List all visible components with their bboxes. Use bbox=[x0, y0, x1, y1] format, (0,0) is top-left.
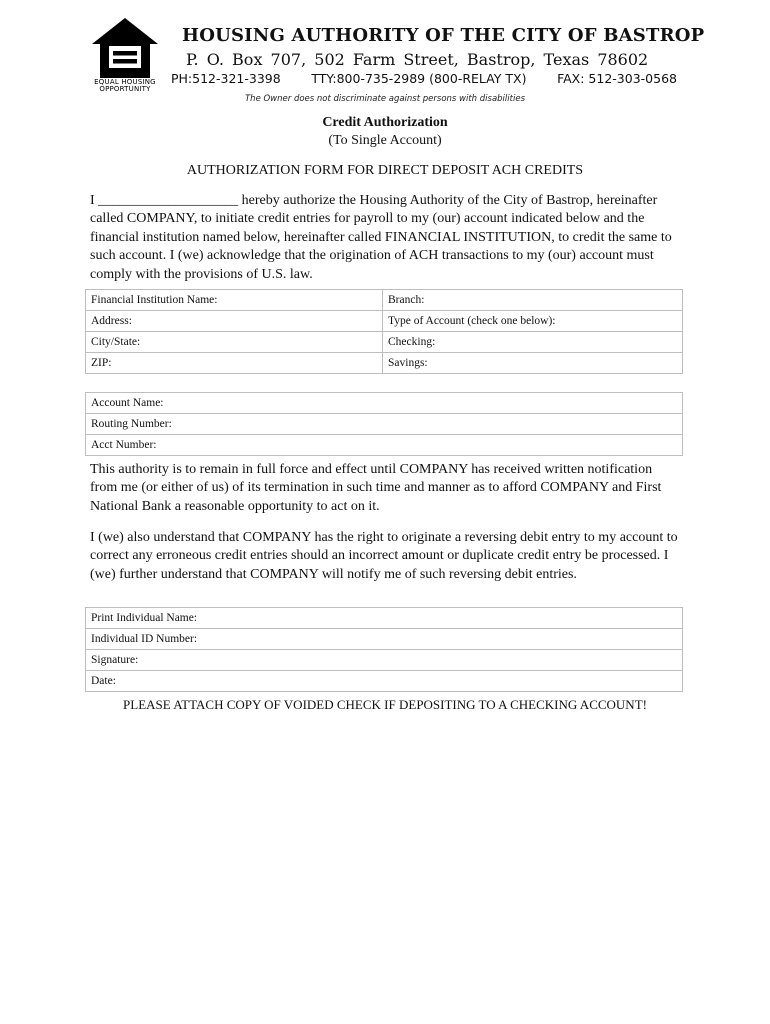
form-heading: AUTHORIZATION FORM FOR DIRECT DEPOSIT ACH CREDITS bbox=[186, 163, 584, 178]
individual-id-field[interactable]: Individual ID Number: bbox=[86, 629, 683, 650]
table-row bbox=[86, 435, 683, 456]
equal-housing-house-icon bbox=[90, 16, 160, 80]
table-row bbox=[86, 608, 683, 629]
table-row bbox=[86, 332, 683, 353]
logo-caption: EQUAL HOUSING OPPORTUNITY bbox=[94, 78, 156, 93]
bank-info-table bbox=[85, 289, 683, 374]
table-row bbox=[86, 414, 683, 435]
reversing-debit-paragraph: I (we) also understand that COMPANY has the right to originate a reversing debit entry to my account to correct any erroneous credit entries should an incorrect amount or duplicate credit entry be processed. I (we) further understand that COMPANY will notify me of such reversing debit entries. bbox=[90, 530, 678, 582]
table-row bbox=[86, 393, 683, 414]
account-name-field[interactable]: Account Name: bbox=[86, 393, 683, 414]
branch-field[interactable]: Branch: bbox=[383, 290, 683, 311]
table-row bbox=[86, 671, 683, 692]
zip-field[interactable]: ZIP: bbox=[86, 353, 383, 374]
date-field[interactable]: Date: bbox=[86, 671, 683, 692]
address-field[interactable]: Address: bbox=[86, 311, 383, 332]
signature-table bbox=[85, 607, 683, 692]
city-state-field[interactable]: City/State: bbox=[86, 332, 383, 353]
routing-number-field[interactable]: Routing Number: bbox=[86, 414, 683, 435]
table-row bbox=[86, 353, 683, 374]
nondiscrimination-statement: The Owner does not discriminate against persons with disabilities bbox=[244, 94, 525, 104]
document-subtitle: (To Single Account) bbox=[328, 133, 442, 148]
checking-field[interactable]: Checking: bbox=[383, 332, 683, 353]
print-name-field[interactable]: Print Individual Name: bbox=[86, 608, 683, 629]
account-info-table bbox=[85, 392, 683, 456]
document-title: Credit Authorization bbox=[322, 115, 448, 130]
phone-number: PH:512-321-3398 bbox=[171, 71, 281, 86]
fax-number: FAX: 512-303-0568 bbox=[557, 71, 677, 86]
savings-field[interactable]: Savings: bbox=[383, 353, 683, 374]
account-number-field[interactable]: Acct Number: bbox=[86, 435, 683, 456]
contact-line bbox=[171, 71, 677, 86]
signature-field[interactable]: Signature: bbox=[86, 650, 683, 671]
authorization-paragraph: I ____________________ hereby authorize the Housing Authority of the City of Bastrop, hereinafter called COMPANY, to initiate credit entries for payroll to my (our) account indicated below and the financial institution named below, hereinafter called FINANCIAL INSTITUTION, to credit the same to such account. I (we) acknowledge that the origination of ACH transactions to my (our) account must comply with the provisions of U.S. law. bbox=[90, 193, 672, 282]
account-type-label: Type of Account (check one below): bbox=[383, 311, 683, 332]
table-row bbox=[86, 290, 683, 311]
organization-name: HOUSING AUTHORITY OF THE CITY OF BASTROP bbox=[182, 25, 705, 46]
table-row bbox=[86, 311, 683, 332]
financial-institution-field[interactable]: Financial Institution Name: bbox=[86, 290, 383, 311]
table-row bbox=[86, 650, 683, 671]
table-row bbox=[86, 629, 683, 650]
voided-check-notice: PLEASE ATTACH COPY OF VOIDED CHECK IF DEPOSITING TO A CHECKING ACCOUNT! bbox=[123, 697, 647, 712]
full-force-paragraph: This authority is to remain in full force and effect until COMPANY has received written notification from me (or either of us) of its termination in such time and manner as to afford COMPANY and First National Bank a reasonable opportunity to act on it. bbox=[90, 462, 662, 514]
tty-number: TTY:800-735-2989 (800-RELAY TX) bbox=[311, 71, 527, 86]
organization-address: P. O. Box 707, 502 Farm Street, Bastrop, Texas 78602 bbox=[186, 50, 649, 69]
